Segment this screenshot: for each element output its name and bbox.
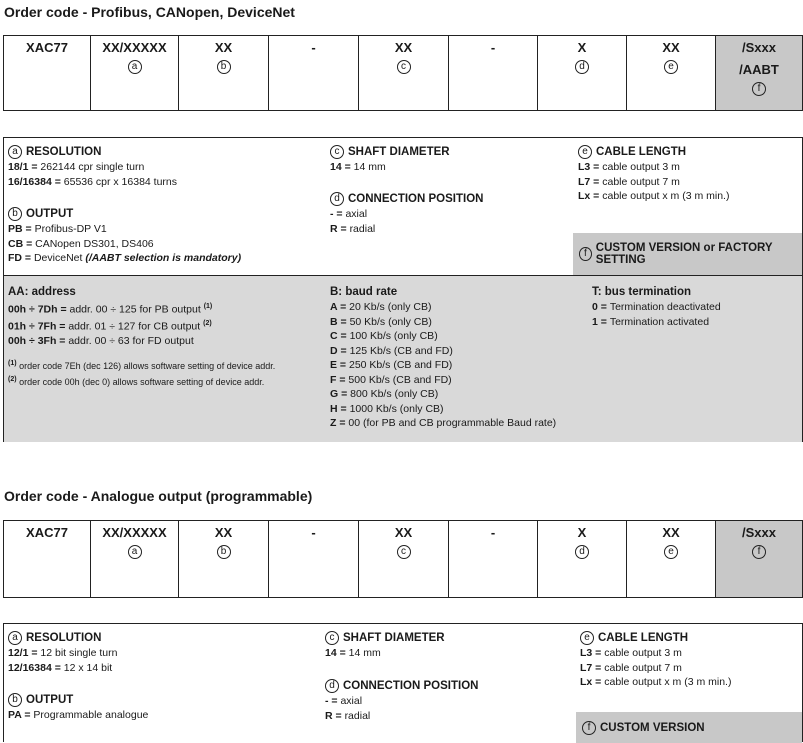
code-cell-output <box>179 521 269 597</box>
section2-title: Order code - Analogue output (programmable) <box>4 488 313 504</box>
circle-marker-a: a <box>128 60 142 74</box>
baud-title: B: baud rate <box>330 286 398 298</box>
list-item: Lx = cable output x m (3 m min.) <box>578 190 730 203</box>
output-title: OUTPUT <box>26 694 74 707</box>
baud-group <box>330 285 556 431</box>
circle-marker-b: b <box>217 545 231 559</box>
options-box-2 <box>3 623 803 742</box>
code-cell-custom <box>716 36 802 110</box>
list-item: G = 800 Kb/s (only CB) <box>330 388 439 400</box>
code-value: XX <box>662 525 680 540</box>
list-item: E = 250 Kb/s (CB and FD) <box>330 359 453 371</box>
shaft-title: SHAFT DIAMETER <box>348 146 450 159</box>
cable-title: CABLE LENGTH <box>596 146 687 159</box>
code-value: X <box>577 40 587 55</box>
list-item: L3 = cable output 3 m <box>580 647 682 660</box>
code-value: - <box>490 525 496 540</box>
circle-marker-b: b <box>8 207 22 221</box>
list-item: 16/16384 = 65536 cpr x 16384 turns <box>8 175 178 188</box>
circle-marker-c: c <box>397 545 411 559</box>
list-item: R = radial <box>330 222 376 235</box>
code-cell-separator <box>269 36 359 110</box>
circle-marker-b: b <box>8 693 22 707</box>
list-item: - = axial <box>330 208 368 221</box>
list-item: B = 50 Kb/s (only CB) <box>330 315 432 328</box>
circle-marker-e: e <box>664 60 678 74</box>
list-item: 12/1 = 12 bit single turn <box>8 647 118 660</box>
shaft-group <box>325 631 445 661</box>
connection-group <box>330 192 483 236</box>
circle-marker-e: e <box>664 545 678 559</box>
circle-marker-f: f <box>752 82 766 96</box>
output-group <box>8 207 241 266</box>
code-cell-output <box>179 36 269 110</box>
output-title: OUTPUT <box>26 208 74 221</box>
circle-marker-b: b <box>217 60 231 74</box>
circle-marker-c: c <box>325 631 339 645</box>
code-cell-resolution <box>91 521 179 597</box>
address-title: AA: address <box>8 286 76 298</box>
cable-group <box>578 145 729 204</box>
code-value: - <box>311 40 316 55</box>
code-value: XX/XXXXX <box>102 40 167 55</box>
options-box-1 <box>3 137 803 442</box>
code-cell-cable <box>627 521 716 597</box>
circle-marker-f: f <box>752 545 766 559</box>
cable-group <box>580 631 731 690</box>
code-value: /Sxxx <box>742 40 776 55</box>
code-value: XX <box>394 525 413 540</box>
list-item: 0 = Termination deactivated <box>592 301 721 313</box>
circle-marker-a: a <box>128 545 142 559</box>
list-item: F = 500 Kb/s (CB and FD) <box>330 373 452 386</box>
output-note: (/AABT selection is mandatory) <box>85 252 242 265</box>
connection-title: CONNECTION POSITION <box>348 193 484 206</box>
address-group <box>8 285 275 389</box>
output-group <box>8 693 148 723</box>
circle-marker-f: f <box>582 721 596 735</box>
list-item: 00h ÷ 7Dh = addr. 00 ÷ 125 for PB output $^{(1)}$ <box>8 303 213 316</box>
code-cell-connection <box>538 36 627 110</box>
list-item: C = 100 Kb/s (only CB) <box>330 330 438 342</box>
list-item: D = 125 Kb/s (CB and FD) <box>330 344 453 357</box>
code-value: XAC77 <box>26 40 68 55</box>
code-cell-separator <box>449 36 538 110</box>
list-item: PB = Profibus-DP V1 <box>8 223 107 236</box>
circle-marker-d: d <box>575 60 589 74</box>
list-item: FD = DeviceNet (/AABT selection is mandatory) <box>8 252 242 265</box>
custom-version-panel <box>573 233 802 275</box>
code-value: XX/XXXXX <box>102 525 167 540</box>
code-value: XAC77 <box>26 525 68 540</box>
list-item: 14 = 14 mm <box>330 161 386 174</box>
code-value: /Sxxx <box>742 525 776 540</box>
code-value: XX <box>214 40 233 55</box>
code-value: X <box>577 525 587 540</box>
list-item: 12/16384 = 12 x 14 bit <box>8 661 113 674</box>
resolution-title: RESOLUTION <box>26 146 102 159</box>
list-item: 18/1 = 262144 cpr single turn <box>8 161 145 174</box>
code-value-2: /AABT <box>739 62 779 77</box>
code-value: - <box>311 525 316 540</box>
code-cell-model <box>4 521 91 597</box>
circle-marker-e: e <box>580 631 594 645</box>
circle-marker-d: d <box>575 545 589 559</box>
circle-marker-d: d <box>330 192 344 206</box>
list-item: H = 1000 Kb/s (only CB) <box>330 402 444 415</box>
circle-marker-f: f <box>579 247 592 261</box>
circle-marker-a: a <box>8 145 22 159</box>
resolution-group <box>8 145 177 189</box>
list-item: Lx = cable output x m (3 m min.) <box>580 676 732 689</box>
circle-marker-c: c <box>397 60 411 74</box>
code-cell-shaft <box>359 521 449 597</box>
list-item: L7 = cable output 7 m <box>580 661 682 674</box>
code-cell-separator <box>449 521 538 597</box>
custom-version-label: CUSTOM VERSION <box>600 721 705 734</box>
code-cell-custom <box>716 521 802 597</box>
code-cell-separator <box>269 521 359 597</box>
list-item: 14 = 14 mm <box>325 647 381 660</box>
circle-marker-e: e <box>578 145 592 159</box>
list-item: A = 20 Kb/s (only CB) <box>330 301 432 313</box>
code-value: XX <box>214 525 233 540</box>
code-value: XX <box>394 40 413 55</box>
list-item: L3 = cable output 3 m <box>578 161 680 174</box>
footnote: $^{(2)}$ order code 00h (dec 0) allows software setting of device addr. <box>8 375 265 387</box>
list-item: - = axial <box>325 695 363 708</box>
order-code-row-2 <box>3 520 803 598</box>
connection-group <box>325 679 478 723</box>
circle-marker-a: a <box>8 631 22 645</box>
code-cell-model <box>4 36 91 110</box>
resolution-title: RESOLUTION <box>26 632 102 645</box>
list-item: 00h ÷ 3Fh = addr. 00 ÷ 63 for FD output <box>8 335 194 347</box>
code-value: - <box>490 40 496 55</box>
code-cell-cable <box>627 36 716 110</box>
list-item: 01h ÷ 7Fh = addr. 01 ÷ 127 for CB output $^{(2)}$ <box>8 320 212 333</box>
connection-title: CONNECTION POSITION <box>343 680 479 693</box>
code-cell-connection <box>538 521 627 597</box>
list-item: L7 = cable output 7 m <box>578 175 680 188</box>
list-item: 1 = Termination activated <box>592 315 710 328</box>
list-item: R = radial <box>325 709 371 722</box>
custom-version-label: CUSTOM VERSION or FACTORY SETTING <box>595 242 773 266</box>
code-value: XX <box>662 40 680 55</box>
list-item: Z = 00 (for PB and CB programmable Baud rate) <box>330 417 557 429</box>
termination-title: T: bus termination <box>592 286 692 298</box>
list-item: PA = Programmable analogue <box>8 709 149 722</box>
list-item: CB = CANopen DS301, DS406 <box>8 237 154 250</box>
code-cell-shaft <box>359 36 449 110</box>
divider <box>4 275 802 276</box>
footnote: $^{(1)}$ order code 7Eh (dec 126) allows software setting of device addr. <box>8 359 276 371</box>
section1-title: Order code - Profibus, CANopen, DeviceNet <box>4 4 295 20</box>
termination-group <box>592 285 721 329</box>
custom-version-panel <box>576 712 802 743</box>
resolution-group <box>8 631 117 675</box>
code-cell-resolution <box>91 36 179 110</box>
circle-marker-c: c <box>330 145 344 159</box>
cable-title: CABLE LENGTH <box>598 632 689 645</box>
shaft-title: SHAFT DIAMETER <box>343 632 445 645</box>
shaft-group <box>330 145 450 175</box>
order-code-row-1 <box>3 35 803 111</box>
circle-marker-d: d <box>325 679 339 693</box>
